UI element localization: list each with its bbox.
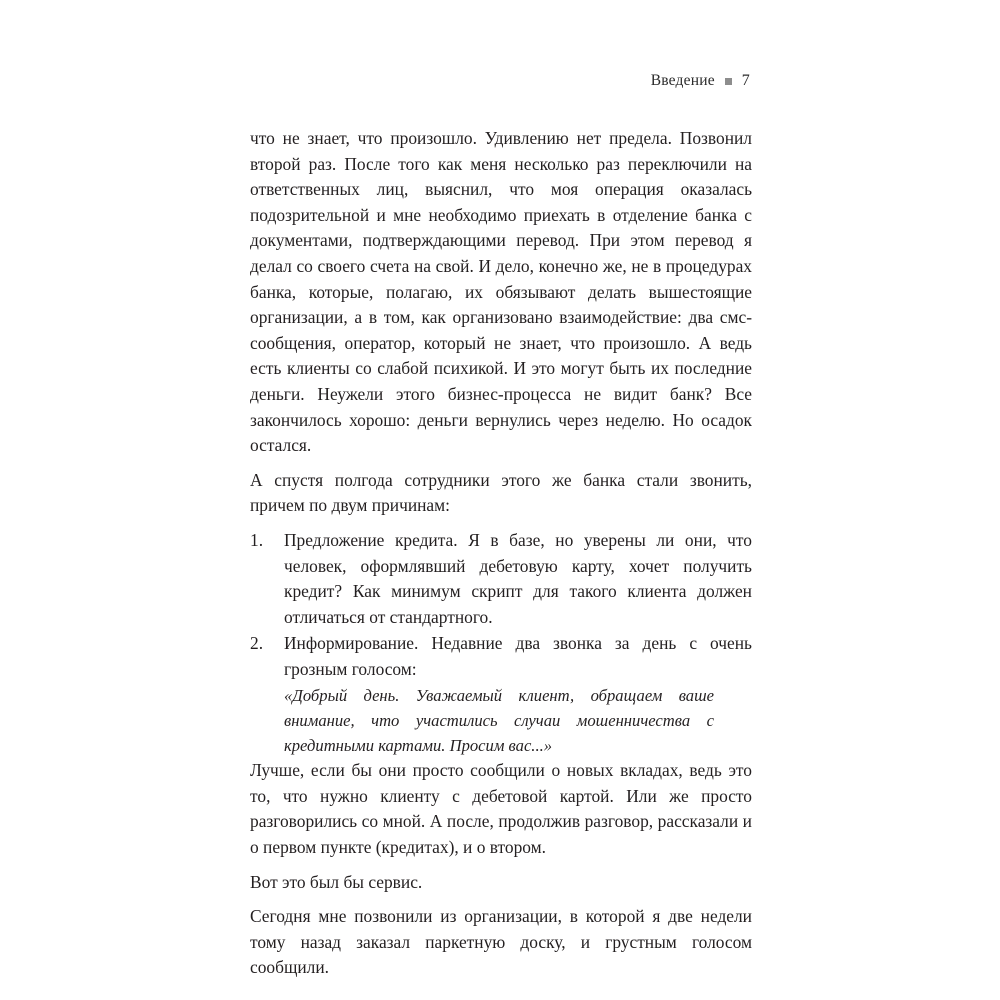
list-item <box>250 631 752 682</box>
paragraph-5: Сегодня мне позвонили из организации, в которой я две недели тому назад заказал паркетную доску, и грустным голосом сообщили. <box>250 906 752 978</box>
page-number: 7 <box>741 72 750 89</box>
running-head-title: Введение <box>650 72 715 89</box>
list-item <box>250 528 752 630</box>
paragraph-4: Вот это был бы сервис. <box>250 871 423 892</box>
numbered-list <box>250 528 752 683</box>
list-item-text: Предложение кредита. Я в базе, но уверены ли они, что человек, оформлявший дебетовую карту, хочет получить кредит? Как минимум скрипт для такого клиента должен отличаться от стандартного. <box>284 529 752 627</box>
blockquote: «Добрый день. Уважаемый клиент, обращаем ваше внимание, что участились случаи мошенничества с кредитными картами. Просим вас...» <box>284 686 714 755</box>
page-header <box>250 72 750 90</box>
paragraph-3: Лучше, если бы они просто сообщили о новых вкладах, ведь это то, что нужно клиенту с дебетовой картой. Или же просто разговорились со мной. А после, продолжив разговор, рассказали и о первом пункте (кредитах), и о втором. <box>250 760 752 858</box>
list-item-marker: 1. <box>250 529 264 550</box>
page-content <box>250 126 752 981</box>
list-item-marker: 2. <box>250 633 264 654</box>
paragraph-2: А спустя полгода сотрудники этого же банка стали звонить, причем по двум причинам: <box>250 469 752 516</box>
list-item-text: Информирование. Недавние два звонка за день с очень грозным голосом: <box>284 633 752 679</box>
paragraph-1: что не знает, что произошло. Удивлению нет предела. Позвонил второй раз. После того как меня несколько раз переключили на ответственных лиц, выяснил, что моя операция оказалась подозрительной и мне необходимо приехать в отделение банка с документами, подтверждающими перевод. При этом перевод я делал со своего счета на свой. И дело, конечно же, не в процедурах банка, которые, полагаю, их обязывают делать вышестоящие организации, а в том, как организовано взаимодействие: два смс-сообщения, оператор, который не знает, что произошло. А ведь есть клиенты со слабой психикой. И это могут быть их последние деньги. Неужели этого бизнес-процесса не видит банк? Все закончилось хорошо: деньги вернулись через неделю. Но осадок остался. <box>250 128 752 456</box>
square-bullet-icon <box>725 78 732 85</box>
